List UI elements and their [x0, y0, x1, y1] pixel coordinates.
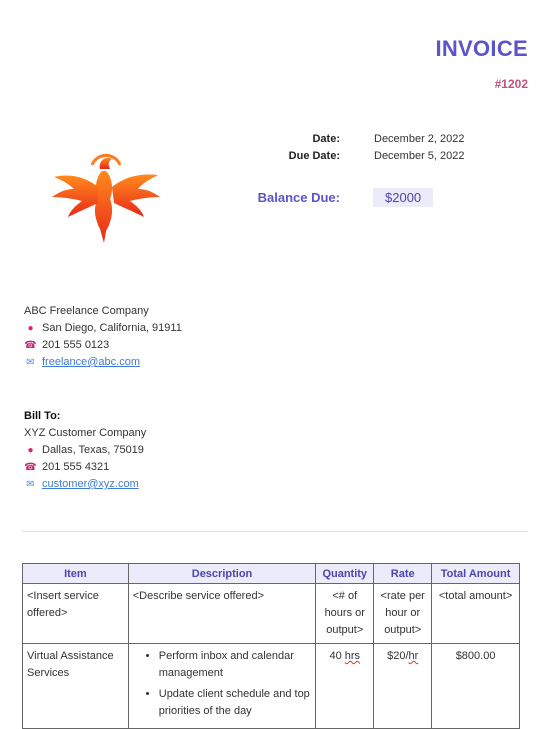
email-icon: ✉ — [26, 357, 35, 368]
rate-unit: hr — [408, 650, 419, 662]
column-header-quantity: Quantity — [316, 564, 374, 584]
sender-email-link[interactable]: freelance@abc.com — [42, 356, 140, 368]
cell-description — [128, 644, 316, 729]
date-value: December 2, 2022 — [374, 133, 465, 145]
description-bullet: • Update client schedule and top priorities of the day — [159, 686, 312, 720]
table-row — [23, 584, 520, 644]
customer-address: Dallas, Texas, 75019 — [42, 444, 144, 456]
rate-number: $20/ — [387, 650, 409, 662]
sender-phone: 201 555 0123 — [42, 339, 110, 351]
cell-quantity: <# of hours or output> — [316, 584, 374, 644]
quantity-unit: hrs — [344, 650, 361, 662]
invoice-title: INVOICE — [435, 36, 528, 61]
sender-address: San Diego, California, 91911 — [42, 322, 182, 334]
table-header-row — [23, 564, 520, 584]
cell-description: <Describe service offered> — [128, 584, 316, 644]
cell-item: <Insert service offered> — [23, 584, 129, 644]
phoenix-logo-icon — [48, 147, 164, 247]
phone-icon: ☎ — [24, 462, 37, 473]
balance-due-value: $2000 — [373, 188, 433, 207]
cell-total: $800.00 — [432, 644, 520, 729]
location-pin-icon: ● — [27, 445, 34, 456]
column-header-total-amount: Total Amount — [432, 564, 520, 584]
due-date-value: December 5, 2022 — [374, 150, 465, 162]
cell-item: Virtual Assistance Services — [23, 644, 129, 729]
quantity-number: 40 — [329, 650, 342, 662]
column-header-description: Description — [128, 564, 316, 584]
invoice-items-table — [22, 563, 520, 729]
customer-email-link[interactable]: customer@xyz.com — [42, 478, 139, 490]
phone-icon: ☎ — [24, 340, 37, 351]
column-header-item: Item — [23, 564, 129, 584]
sender-address-block — [24, 303, 182, 371]
bill-to-block — [24, 408, 146, 493]
column-header-rate: Rate — [374, 564, 432, 584]
customer-company: XYZ Customer Company — [24, 427, 147, 439]
location-pin-icon: ● — [27, 323, 34, 334]
section-divider — [22, 531, 528, 532]
cell-rate: <rate per hour or output> — [374, 584, 432, 644]
cell-quantity — [316, 644, 374, 729]
sender-company: ABC Freelance Company — [24, 305, 149, 317]
table-row — [23, 644, 520, 729]
bill-to-heading: Bill To: — [24, 410, 61, 422]
customer-phone: 201 555 4321 — [42, 461, 110, 473]
due-date-label: Due Date: — [288, 150, 340, 162]
date-label: Date: — [312, 133, 340, 145]
invoice-number: #1202 — [494, 77, 528, 91]
email-icon: ✉ — [26, 479, 35, 490]
cell-rate — [374, 644, 432, 729]
balance-due-label: Balance Due: — [257, 190, 340, 205]
cell-total: <total amount> — [432, 584, 520, 644]
description-bullet: • Perform inbox and calendar management — [159, 648, 312, 682]
